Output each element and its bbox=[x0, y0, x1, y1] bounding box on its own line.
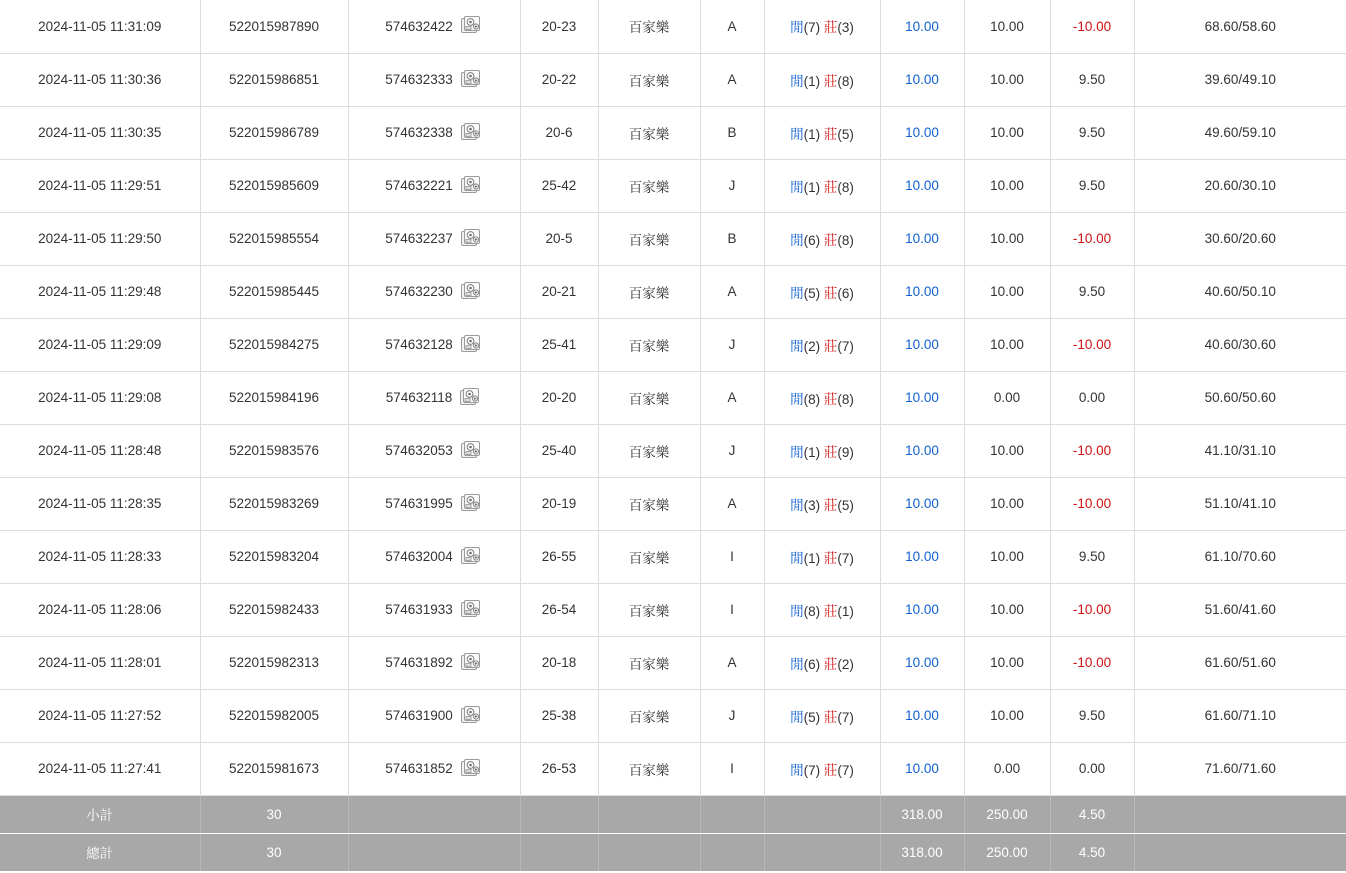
cell-order-no: 522015984196 bbox=[200, 371, 348, 424]
video-replay-icon[interactable] bbox=[461, 494, 483, 514]
table-row bbox=[0, 318, 1346, 371]
play-zhuang-points: (3) bbox=[837, 20, 854, 36]
cell-result: -10.00 bbox=[1050, 636, 1134, 689]
cell-result: -10.00 bbox=[1050, 0, 1134, 53]
play-zhuang-points: (8) bbox=[837, 179, 854, 195]
cell-game: 百家樂 bbox=[598, 318, 700, 371]
cell-bet-amount: 10.00 bbox=[880, 477, 964, 530]
table-row bbox=[0, 742, 1346, 795]
cell-seat: A bbox=[700, 0, 764, 53]
cell-play bbox=[764, 212, 880, 265]
play-zhuang-label: 莊 bbox=[823, 285, 838, 301]
cell-seat: I bbox=[700, 742, 764, 795]
cell-time: 2024-11-05 11:29:51 bbox=[0, 159, 200, 212]
cell-game: 百家樂 bbox=[598, 159, 700, 212]
round-no-text: 574632118 bbox=[385, 390, 453, 405]
play-xian-label: 閒 bbox=[790, 73, 804, 89]
cell-play bbox=[764, 477, 880, 530]
summary-row bbox=[0, 795, 1346, 833]
cell-result: 9.50 bbox=[1050, 530, 1134, 583]
summary-valid-bet: 250.00 bbox=[964, 833, 1050, 871]
cell-time: 2024-11-05 11:29:08 bbox=[0, 371, 200, 424]
cell-seat: A bbox=[700, 53, 764, 106]
cell-bet-amount: 10.00 bbox=[880, 265, 964, 318]
cell-valid-bet: 10.00 bbox=[964, 159, 1050, 212]
cell-table-no: 25-41 bbox=[520, 318, 598, 371]
cell-seat: J bbox=[700, 318, 764, 371]
cell-valid-bet: 10.00 bbox=[964, 0, 1050, 53]
play-xian-points: (6) bbox=[803, 656, 821, 672]
cell-balance: 50.60/50.60 bbox=[1134, 371, 1346, 424]
round-no-text: 574632333 bbox=[385, 72, 453, 87]
summary-count: 30 bbox=[200, 795, 348, 833]
round-no-text: 574631852 bbox=[385, 761, 453, 776]
play-zhuang-points: (5) bbox=[837, 126, 854, 142]
cell-valid-bet: 10.00 bbox=[964, 477, 1050, 530]
cell-table-no: 20-18 bbox=[520, 636, 598, 689]
cell-time: 2024-11-05 11:28:35 bbox=[0, 477, 200, 530]
cell-order-no: 522015982433 bbox=[200, 583, 348, 636]
cell-game: 百家樂 bbox=[598, 742, 700, 795]
cell-table-no: 26-53 bbox=[520, 742, 598, 795]
play-xian-points: (7) bbox=[803, 20, 821, 36]
play-zhuang-label: 莊 bbox=[823, 709, 838, 725]
cell-valid-bet: 10.00 bbox=[964, 265, 1050, 318]
play-xian-points: (8) bbox=[803, 603, 821, 619]
play-xian-label: 閒 bbox=[790, 444, 804, 460]
table-row bbox=[0, 583, 1346, 636]
play-xian-label: 閒 bbox=[790, 550, 804, 566]
table-row bbox=[0, 265, 1346, 318]
cell-game: 百家樂 bbox=[598, 636, 700, 689]
cell-bet-amount: 10.00 bbox=[880, 689, 964, 742]
cell-play bbox=[764, 742, 880, 795]
cell-seat: J bbox=[700, 159, 764, 212]
play-xian-points: (1) bbox=[803, 126, 821, 142]
cell-order-no: 522015986789 bbox=[200, 106, 348, 159]
cell-play bbox=[764, 530, 880, 583]
cell-game: 百家樂 bbox=[598, 477, 700, 530]
cell-order-no: 522015982313 bbox=[200, 636, 348, 689]
summary-blank-seat bbox=[700, 795, 764, 833]
cell-table-no: 20-21 bbox=[520, 265, 598, 318]
table-row bbox=[0, 477, 1346, 530]
play-xian-points: (2) bbox=[803, 338, 821, 354]
cell-time: 2024-11-05 11:29:09 bbox=[0, 318, 200, 371]
play-xian-label: 閒 bbox=[790, 762, 804, 778]
cell-time: 2024-11-05 11:30:35 bbox=[0, 106, 200, 159]
cell-bet-amount: 10.00 bbox=[880, 0, 964, 53]
cell-valid-bet: 10.00 bbox=[964, 530, 1050, 583]
cell-table-no: 26-55 bbox=[520, 530, 598, 583]
cell-game: 百家樂 bbox=[598, 265, 700, 318]
cell-result: 9.50 bbox=[1050, 265, 1134, 318]
video-replay-icon[interactable] bbox=[461, 547, 483, 567]
cell-valid-bet: 10.00 bbox=[964, 583, 1050, 636]
cell-valid-bet: 10.00 bbox=[964, 318, 1050, 371]
play-xian-points: (6) bbox=[803, 232, 821, 248]
play-xian-points: (7) bbox=[803, 762, 821, 778]
cell-bet-amount: 10.00 bbox=[880, 212, 964, 265]
table-row bbox=[0, 689, 1346, 742]
cell-game: 百家樂 bbox=[598, 53, 700, 106]
cell-balance: 39.60/49.10 bbox=[1134, 53, 1346, 106]
play-zhuang-points: (7) bbox=[837, 762, 854, 778]
summary-count: 30 bbox=[200, 833, 348, 871]
cell-round-no bbox=[348, 53, 520, 106]
table-row bbox=[0, 159, 1346, 212]
video-replay-icon[interactable] bbox=[461, 335, 483, 355]
round-no-text: 574632230 bbox=[385, 284, 453, 299]
play-xian-label: 閒 bbox=[790, 179, 804, 195]
play-xian-label: 閒 bbox=[790, 285, 804, 301]
cell-game: 百家樂 bbox=[598, 0, 700, 53]
cell-order-no: 522015986851 bbox=[200, 53, 348, 106]
play-zhuang-label: 莊 bbox=[823, 656, 838, 672]
cell-seat: B bbox=[700, 212, 764, 265]
cell-table-no: 26-54 bbox=[520, 583, 598, 636]
cell-result: 0.00 bbox=[1050, 371, 1134, 424]
cell-order-no: 522015985554 bbox=[200, 212, 348, 265]
round-no-text: 574632221 bbox=[385, 178, 453, 193]
video-replay-icon[interactable] bbox=[461, 441, 483, 461]
cell-result: -10.00 bbox=[1050, 212, 1134, 265]
summary-blank-play bbox=[764, 833, 880, 871]
round-no-text: 574631933 bbox=[385, 602, 453, 617]
round-no-text: 574632422 bbox=[385, 18, 453, 34]
cell-valid-bet: 10.00 bbox=[964, 424, 1050, 477]
video-replay-icon[interactable] bbox=[461, 282, 483, 302]
cell-result: 9.50 bbox=[1050, 159, 1134, 212]
summary-label: 總計 bbox=[0, 833, 200, 871]
cell-time: 2024-11-05 11:27:41 bbox=[0, 742, 200, 795]
cell-round-no bbox=[348, 689, 520, 742]
video-replay-icon[interactable] bbox=[461, 759, 483, 779]
cell-order-no: 522015983204 bbox=[200, 530, 348, 583]
cell-play bbox=[764, 159, 880, 212]
play-xian-points: (3) bbox=[803, 497, 821, 513]
cell-play bbox=[764, 371, 880, 424]
cell-bet-amount: 10.00 bbox=[880, 371, 964, 424]
cell-play bbox=[764, 53, 880, 106]
play-xian-label: 閒 bbox=[790, 232, 804, 248]
cell-table-no: 20-6 bbox=[520, 106, 598, 159]
cell-balance: 68.60/58.60 bbox=[1134, 0, 1346, 53]
cell-round-no bbox=[348, 212, 520, 265]
video-replay-icon[interactable] bbox=[461, 653, 483, 673]
cell-round-no bbox=[348, 371, 520, 424]
play-zhuang-label: 莊 bbox=[823, 391, 838, 407]
cell-order-no: 522015983576 bbox=[200, 424, 348, 477]
summary-result: 4.50 bbox=[1050, 833, 1134, 871]
cell-game: 百家樂 bbox=[598, 689, 700, 742]
round-no-text: 574632053 bbox=[385, 443, 453, 458]
cell-result: -10.00 bbox=[1050, 583, 1134, 636]
cell-play bbox=[764, 265, 880, 318]
cell-order-no: 522015987890 bbox=[200, 0, 348, 53]
round-no-text: 574632237 bbox=[385, 231, 453, 246]
cell-result: 0.00 bbox=[1050, 742, 1134, 795]
cell-balance: 41.10/31.10 bbox=[1134, 424, 1346, 477]
cell-balance: 51.10/41.10 bbox=[1134, 477, 1346, 530]
play-zhuang-points: (2) bbox=[837, 656, 854, 672]
video-replay-icon[interactable] bbox=[461, 600, 483, 620]
cell-table-no: 20-22 bbox=[520, 53, 598, 106]
cell-round-no bbox=[348, 424, 520, 477]
cell-round-no bbox=[348, 477, 520, 530]
video-replay-icon[interactable] bbox=[461, 70, 483, 90]
cell-seat: I bbox=[700, 583, 764, 636]
cell-balance: 30.60/20.60 bbox=[1134, 212, 1346, 265]
cell-balance: 20.60/30.10 bbox=[1134, 159, 1346, 212]
cell-valid-bet: 0.00 bbox=[964, 742, 1050, 795]
table-row bbox=[0, 212, 1346, 265]
cell-result: 9.50 bbox=[1050, 106, 1134, 159]
cell-table-no: 25-42 bbox=[520, 159, 598, 212]
video-replay-icon[interactable] bbox=[460, 388, 482, 408]
cell-valid-bet: 10.00 bbox=[964, 106, 1050, 159]
play-xian-points: (1) bbox=[803, 179, 821, 195]
round-no-text: 574631900 bbox=[385, 708, 453, 723]
table-row bbox=[0, 53, 1346, 106]
cell-table-no: 25-38 bbox=[520, 689, 598, 742]
summary-blank-table bbox=[520, 795, 598, 833]
cell-time: 2024-11-05 11:29:48 bbox=[0, 265, 200, 318]
cell-table-no: 20-19 bbox=[520, 477, 598, 530]
play-zhuang-points: (8) bbox=[837, 73, 854, 89]
cell-valid-bet: 10.00 bbox=[964, 212, 1050, 265]
table-row bbox=[0, 424, 1346, 477]
cell-bet-amount: 10.00 bbox=[880, 636, 964, 689]
play-zhuang-label: 莊 bbox=[823, 20, 838, 36]
cell-table-no: 25-40 bbox=[520, 424, 598, 477]
round-no-text: 574632338 bbox=[385, 125, 453, 140]
cell-order-no: 522015985445 bbox=[200, 265, 348, 318]
cell-table-no: 20-20 bbox=[520, 371, 598, 424]
cell-order-no: 522015985609 bbox=[200, 159, 348, 212]
cell-result: -10.00 bbox=[1050, 477, 1134, 530]
cell-game: 百家樂 bbox=[598, 106, 700, 159]
cell-balance: 61.60/51.60 bbox=[1134, 636, 1346, 689]
play-xian-points: (1) bbox=[803, 550, 821, 566]
cell-seat: A bbox=[700, 371, 764, 424]
summary-row bbox=[0, 833, 1346, 871]
cell-seat: B bbox=[700, 106, 764, 159]
cell-bet-amount: 10.00 bbox=[880, 424, 964, 477]
video-replay-icon[interactable] bbox=[461, 123, 483, 143]
video-replay-icon[interactable] bbox=[461, 16, 483, 36]
summary-blank-game bbox=[598, 795, 700, 833]
cell-time: 2024-11-05 11:28:48 bbox=[0, 424, 200, 477]
cell-round-no bbox=[348, 265, 520, 318]
cell-balance: 40.60/30.60 bbox=[1134, 318, 1346, 371]
cell-bet-amount: 10.00 bbox=[880, 106, 964, 159]
round-no-text: 574631892 bbox=[385, 655, 453, 670]
cell-time: 2024-11-05 11:28:06 bbox=[0, 583, 200, 636]
cell-bet-amount: 10.00 bbox=[880, 318, 964, 371]
summary-bet-amount: 318.00 bbox=[880, 833, 964, 871]
play-zhuang-label: 莊 bbox=[823, 73, 838, 89]
cell-valid-bet: 10.00 bbox=[964, 53, 1050, 106]
cell-seat: J bbox=[700, 424, 764, 477]
play-xian-label: 閒 bbox=[790, 709, 804, 725]
play-xian-label: 閒 bbox=[790, 20, 804, 36]
play-zhuang-label: 莊 bbox=[823, 126, 838, 142]
cell-seat: A bbox=[700, 477, 764, 530]
cell-game: 百家樂 bbox=[598, 212, 700, 265]
cell-bet-amount: 10.00 bbox=[880, 530, 964, 583]
table-row bbox=[0, 371, 1346, 424]
cell-balance: 51.60/41.60 bbox=[1134, 583, 1346, 636]
cell-game: 百家樂 bbox=[598, 583, 700, 636]
cell-seat: I bbox=[700, 530, 764, 583]
table-row bbox=[0, 0, 1346, 53]
play-zhuang-points: (1) bbox=[837, 603, 854, 619]
play-xian-points: (1) bbox=[803, 73, 821, 89]
play-zhuang-label: 莊 bbox=[823, 762, 838, 778]
play-xian-label: 閒 bbox=[790, 603, 804, 619]
cell-play bbox=[764, 318, 880, 371]
cell-table-no: 20-23 bbox=[520, 0, 598, 53]
play-xian-points: (5) bbox=[803, 285, 821, 301]
cell-result: 9.50 bbox=[1050, 53, 1134, 106]
cell-game: 百家樂 bbox=[598, 530, 700, 583]
play-zhuang-label: 莊 bbox=[823, 497, 838, 513]
video-replay-icon[interactable] bbox=[461, 706, 483, 726]
cell-result: -10.00 bbox=[1050, 318, 1134, 371]
play-zhuang-points: (8) bbox=[837, 232, 854, 248]
cell-game: 百家樂 bbox=[598, 424, 700, 477]
cell-time: 2024-11-05 11:30:36 bbox=[0, 53, 200, 106]
play-xian-points: (1) bbox=[803, 444, 821, 460]
cell-order-no: 522015981673 bbox=[200, 742, 348, 795]
cell-bet-amount: 10.00 bbox=[880, 159, 964, 212]
play-zhuang-label: 莊 bbox=[823, 232, 838, 248]
summary-result: 4.50 bbox=[1050, 795, 1134, 833]
cell-play bbox=[764, 106, 880, 159]
cell-play bbox=[764, 689, 880, 742]
cell-time: 2024-11-05 11:29:50 bbox=[0, 212, 200, 265]
cell-round-no bbox=[348, 106, 520, 159]
table-row bbox=[0, 636, 1346, 689]
cell-round-no bbox=[348, 636, 520, 689]
play-zhuang-label: 莊 bbox=[823, 179, 838, 195]
cell-round-no bbox=[348, 742, 520, 795]
play-zhuang-label: 莊 bbox=[823, 444, 838, 460]
summary-blank-round bbox=[348, 833, 520, 871]
cell-bet-amount: 10.00 bbox=[880, 742, 964, 795]
play-zhuang-points: (6) bbox=[837, 285, 854, 301]
cell-result: -10.00 bbox=[1050, 424, 1134, 477]
cell-round-no bbox=[348, 583, 520, 636]
summary-blank-seat bbox=[700, 833, 764, 871]
cell-bet-amount: 10.00 bbox=[880, 53, 964, 106]
round-no-text: 574632004 bbox=[385, 549, 453, 564]
round-no-text: 574631995 bbox=[385, 496, 453, 511]
play-zhuang-label: 莊 bbox=[823, 603, 838, 619]
cell-time: 2024-11-05 11:31:09 bbox=[0, 0, 200, 53]
summary-valid-bet: 250.00 bbox=[964, 795, 1050, 833]
play-zhuang-points: (7) bbox=[837, 550, 854, 566]
cell-valid-bet: 10.00 bbox=[964, 636, 1050, 689]
cell-balance: 61.10/70.60 bbox=[1134, 530, 1346, 583]
cell-time: 2024-11-05 11:27:52 bbox=[0, 689, 200, 742]
summary-bet-amount: 318.00 bbox=[880, 795, 964, 833]
play-zhuang-points: (9) bbox=[837, 444, 854, 460]
summary-blank-game bbox=[598, 833, 700, 871]
play-zhuang-points: (7) bbox=[837, 709, 854, 725]
summary-blank-round bbox=[348, 795, 520, 833]
cell-bet-amount: 10.00 bbox=[880, 583, 964, 636]
summary-label: 小計 bbox=[0, 795, 200, 833]
cell-valid-bet: 0.00 bbox=[964, 371, 1050, 424]
table-row bbox=[0, 106, 1346, 159]
play-xian-label: 閒 bbox=[790, 391, 804, 407]
cell-round-no bbox=[348, 159, 520, 212]
cell-balance: 61.60/71.10 bbox=[1134, 689, 1346, 742]
cell-time: 2024-11-05 11:28:33 bbox=[0, 530, 200, 583]
cell-order-no: 522015984275 bbox=[200, 318, 348, 371]
play-zhuang-points: (5) bbox=[837, 497, 854, 513]
cell-order-no: 522015982005 bbox=[200, 689, 348, 742]
summary-blank-balance bbox=[1134, 833, 1346, 871]
cell-seat: J bbox=[700, 689, 764, 742]
play-xian-points: (5) bbox=[803, 709, 821, 725]
round-no-text: 574632128 bbox=[385, 337, 453, 352]
cell-play bbox=[764, 424, 880, 477]
play-xian-label: 閒 bbox=[790, 126, 804, 142]
video-replay-icon[interactable] bbox=[461, 176, 483, 196]
cell-valid-bet: 10.00 bbox=[964, 689, 1050, 742]
cell-seat: A bbox=[700, 265, 764, 318]
cell-balance: 40.60/50.10 bbox=[1134, 265, 1346, 318]
cell-table-no: 20-5 bbox=[520, 212, 598, 265]
cell-time: 2024-11-05 11:28:01 bbox=[0, 636, 200, 689]
video-replay-icon[interactable] bbox=[461, 229, 483, 249]
cell-round-no bbox=[348, 530, 520, 583]
play-zhuang-label: 莊 bbox=[823, 550, 838, 566]
play-zhuang-points: (8) bbox=[837, 391, 854, 407]
play-xian-label: 閒 bbox=[790, 497, 804, 513]
cell-balance: 71.60/71.60 bbox=[1134, 742, 1346, 795]
table-row bbox=[0, 530, 1346, 583]
cell-order-no: 522015983269 bbox=[200, 477, 348, 530]
cell-game: 百家樂 bbox=[598, 371, 700, 424]
play-zhuang-label: 莊 bbox=[823, 338, 838, 354]
summary-blank-balance bbox=[1134, 795, 1346, 833]
summary-blank-play bbox=[764, 795, 880, 833]
cell-seat: A bbox=[700, 636, 764, 689]
cell-round-no bbox=[348, 318, 520, 371]
play-zhuang-points: (7) bbox=[837, 338, 854, 354]
play-xian-points: (8) bbox=[803, 391, 821, 407]
cell-balance: 49.60/59.10 bbox=[1134, 106, 1346, 159]
play-xian-label: 閒 bbox=[790, 656, 804, 672]
play-xian-label: 閒 bbox=[790, 338, 804, 354]
cell-play bbox=[764, 583, 880, 636]
summary-blank-table bbox=[520, 833, 598, 871]
cell-round-no bbox=[348, 0, 520, 53]
cell-result: 9.50 bbox=[1050, 689, 1134, 742]
cell-play bbox=[764, 636, 880, 689]
cell-play bbox=[764, 0, 880, 53]
